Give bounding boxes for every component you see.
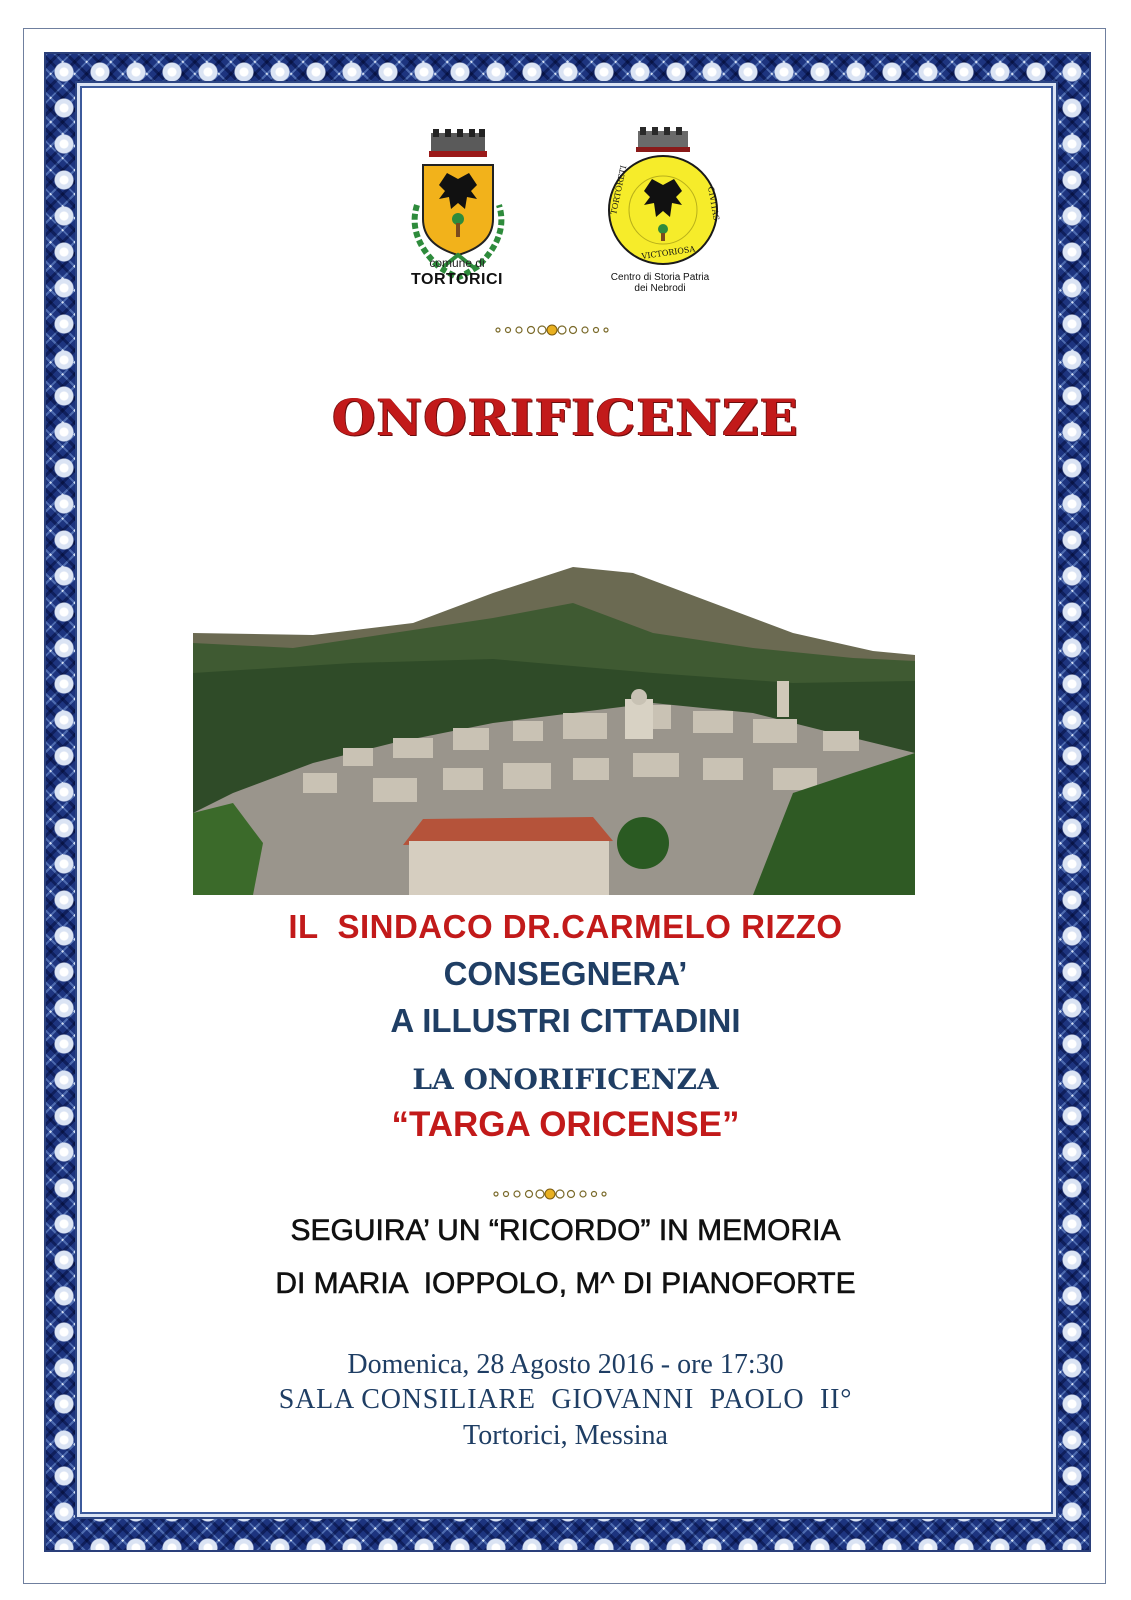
mayor-line: IL SINDACO DR.CARMELO RIZZO [288, 908, 843, 945]
comune-caption-small: comune di [429, 256, 485, 270]
comune-caption-name: TORTORICI [411, 271, 503, 288]
town-mountain-photo [193, 563, 915, 895]
poster-title: ONORIFICENZE [332, 388, 799, 447]
ornament-divider-icon [490, 323, 614, 337]
event-date-time: Domenica, 28 Agosto 2016 - ore 17:30 [347, 1349, 784, 1380]
event-place: Tortorici, Messina [463, 1420, 668, 1451]
civic-seal-icon [598, 125, 728, 295]
deliver-line: CONSEGNERA’ [443, 955, 688, 992]
svg-text:TORTORETI: TORTORETI [609, 164, 629, 216]
centro-caption [585, 272, 735, 294]
citizens-line: A ILLUSTRI CITTADINI [390, 1002, 741, 1039]
award-name: “TARGA ORICENSE” [391, 1105, 740, 1144]
event-venue: SALA CONSILIARE GIOVANNI PAOLO II° [278, 1384, 853, 1415]
memorial-line-1: SEGUIRA’ UN “RICORDO” IN MEMORIA [290, 1214, 841, 1247]
honor-line: LA ONORIFICENZA [412, 1063, 719, 1096]
centro-caption-text: Centro di Storia Patria dei Nebrodi [610, 272, 710, 294]
memorial-line-2: DI MARIA IOPPOLO, M^ DI PIANOFORTE [275, 1267, 856, 1300]
svg-text:VICTORIOSA: VICTORIOSA [641, 244, 696, 261]
svg-text:CIVITAS: CIVITAS [706, 185, 721, 222]
ornament-divider-icon [488, 1187, 612, 1201]
